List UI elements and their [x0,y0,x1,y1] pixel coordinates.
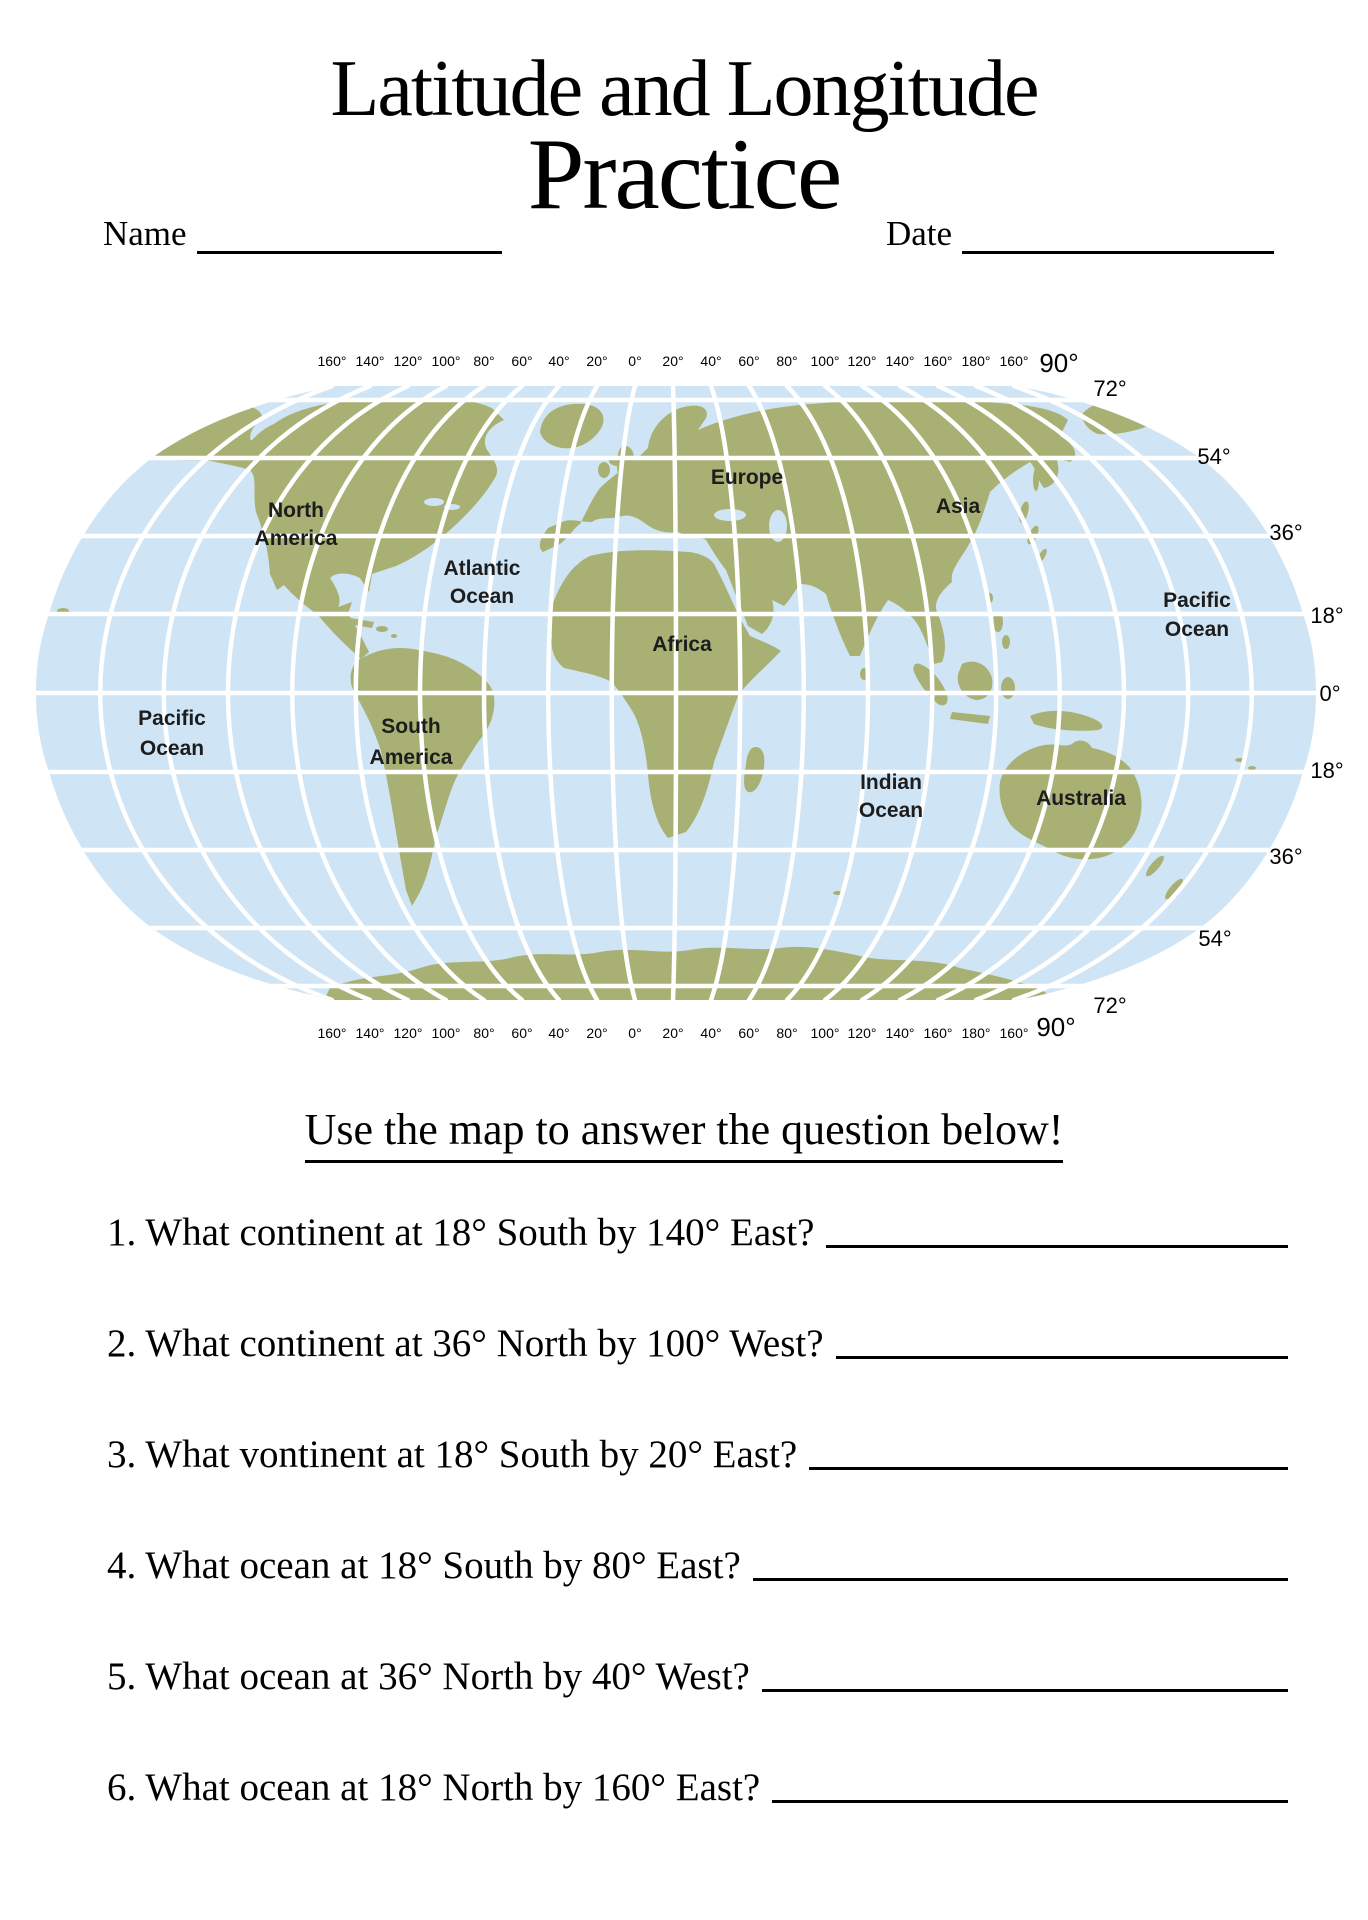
atlantic-ocean-label-2: Ocean [449,585,515,608]
question-row-4 [107,1543,1288,1588]
lon-tick-label: 140° [885,353,915,369]
date-label: Date [886,214,953,253]
great-lakes [424,498,444,506]
question-1-answer-line[interactable] [826,1245,1288,1248]
pacific-ocean-east-label-2: Ocean [1164,618,1230,641]
date-field [886,214,1274,254]
instruction-heading [0,1104,1368,1163]
lat-tick-label-36n: 36° [1269,520,1303,545]
question-4-answer-line[interactable] [753,1578,1288,1581]
lat-tick-label-72s: 72° [1093,993,1127,1018]
question-5-answer-line[interactable] [762,1689,1288,1692]
lat-tick-label-18n: 18° [1310,603,1344,628]
alaska-duplicate-landmass [1082,396,1172,435]
north-america-label: North [268,499,324,522]
indian-ocean-label: Indian [860,771,922,794]
question-row-1 [107,1210,1288,1255]
top-longitude-scale [318,353,1029,369]
lon-tick-label: 0° [628,353,642,369]
lon-tick-label: 60° [738,353,760,369]
atlantic-ocean-label: Atlantic [443,557,521,580]
question-6-answer-line[interactable] [772,1800,1288,1803]
lon-tick-label: 160° [317,353,347,369]
hispaniola-island [376,626,388,632]
north-america-label-2: America [254,527,338,550]
lon-tick-label: 120° [847,1025,877,1041]
lon-tick-label: 120° [847,353,877,369]
lon-tick-label: 120° [393,1025,423,1041]
lon-tick-label: 140° [885,1025,915,1041]
pacific-islet [1248,766,1256,770]
lon-tick-label: 80° [473,353,495,369]
lon-tick-label: 20° [662,353,684,369]
question-row-5 [107,1654,1288,1699]
south-america-label: South [381,715,441,738]
lon-tick-label: 20° [662,1025,684,1041]
lon-tick-label: 100° [810,353,840,369]
date-blank-line[interactable] [962,215,1274,254]
europe-label: Europe [710,466,784,489]
aleutian-islet-1 [1181,435,1198,446]
asia-label: Asia [935,495,981,518]
question-2-answer-line[interactable] [836,1356,1288,1359]
question-6-text: 6. What ocean at 18° North by 160° East? [107,1766,761,1809]
pacific-ocean-west-label: Pacific [138,707,206,730]
lat-tick-label-54n: 54° [1197,444,1231,469]
lon-tick-label: 40° [700,1025,722,1041]
lat-tick-label-54s: 54° [1198,926,1232,951]
question-2-text: 2. What continent at 36° North by 100° West? [107,1322,824,1365]
question-row-2 [107,1321,1288,1366]
lat-tick-label-90s: 90° [1036,1012,1076,1042]
question-row-6 [107,1765,1288,1810]
name-field [103,214,502,254]
lat-tick-label-0: 0° [1319,681,1341,706]
lon-tick-label: 40° [700,353,722,369]
question-row-3 [107,1432,1288,1477]
lon-tick-label: 80° [776,353,798,369]
lon-tick-label: 140° [355,353,385,369]
lon-tick-label: 100° [431,353,461,369]
lon-tick-label: 80° [776,1025,798,1041]
lon-tick-label: 160° [923,1025,953,1041]
world-map [0,338,1368,1062]
lon-tick-label: 180° [961,1025,991,1041]
sulawesi-island [1001,677,1015,699]
lat-tick-label-72n: 72° [1093,376,1127,401]
pacific-ocean-east-label: Pacific [1163,589,1231,612]
indian-ocean-label-2: Ocean [858,799,924,822]
south-america-label-2: America [369,746,453,769]
lon-tick-label: 60° [511,353,533,369]
instruction-text: Use the map to answer the question below! [305,1104,1064,1163]
lon-tick-label: 160° [999,1025,1029,1041]
lon-tick-label: 100° [431,1025,461,1041]
lon-tick-label: 180° [961,353,991,369]
question-4-text: 4. What ocean at 18° South by 80° East? [107,1544,741,1587]
lon-tick-label: 0° [628,1025,642,1041]
black-sea [714,509,746,521]
sakhalin-island [1033,469,1039,491]
africa-label: Africa [652,633,712,656]
lon-tick-label: 100° [810,1025,840,1041]
lon-tick-label: 160° [923,353,953,369]
lat-tick-label-36s: 36° [1269,844,1303,869]
lon-tick-label: 80° [473,1025,495,1041]
lon-tick-label: 20° [586,353,608,369]
lat-tick-label-18s: 18° [1310,758,1344,783]
page-title: Latitude and Longitude [330,45,1038,133]
name-label: Name [103,214,187,253]
lon-tick-label: 140° [355,1025,385,1041]
question-3-answer-line[interactable] [809,1467,1288,1470]
question-5-text: 5. What ocean at 36° North by 40° West? [107,1655,750,1698]
lon-tick-label: 40° [548,1025,570,1041]
lon-tick-label: 20° [586,1025,608,1041]
question-3-text: 3. What vontinent at 18° South by 20° East? [107,1433,798,1476]
australia-label: Australia [1036,787,1126,810]
lon-tick-label: 160° [999,353,1029,369]
lat-tick-label-90n: 90° [1039,348,1079,378]
page-subtitle: Practice [527,118,841,231]
antilles-island [391,634,397,638]
lon-tick-label: 60° [738,1025,760,1041]
lon-tick-label: 60° [511,1025,533,1041]
lon-tick-label: 120° [393,353,423,369]
philippines-island-2 [1002,635,1010,649]
pacific-ocean-west-label-2: Ocean [139,737,205,760]
lon-tick-label: 40° [548,353,570,369]
question-1-text: 1. What continent at 18° South by 140° East? [107,1211,815,1254]
lon-tick-label: 160° [317,1025,347,1041]
bottom-longitude-scale [318,1025,1029,1041]
name-blank-line[interactable] [197,215,502,254]
ireland-island [598,462,610,478]
